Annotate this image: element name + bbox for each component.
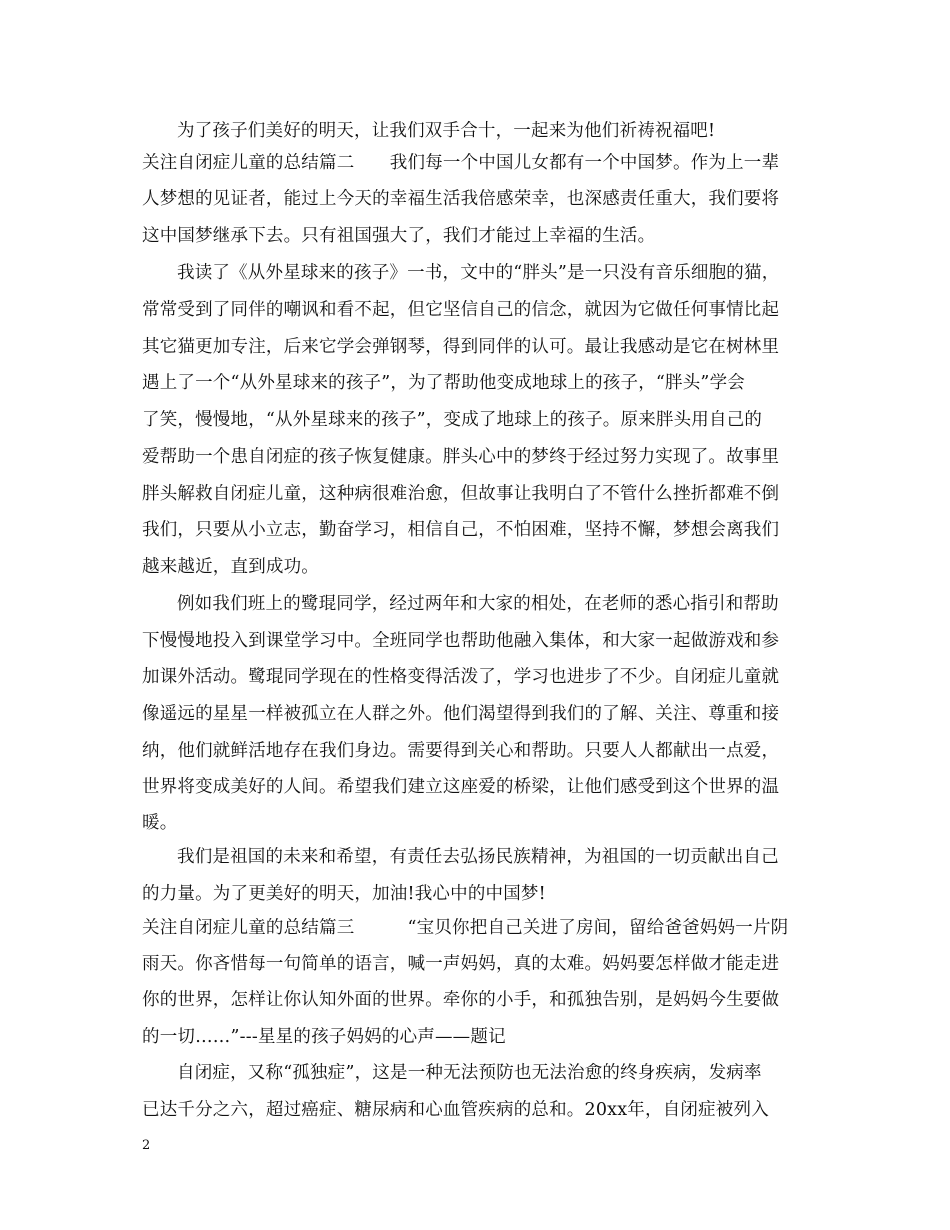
text-line: 已达千分之六，超过癌症、糖尿病和心血管疾病的总和。20xx年，自闭症被列入 (142, 1100, 769, 1120)
text-line: 其它猫更加专注，后来它学会弹钢琴，得到同伴的认可。最让我感动是它在树林里 (142, 337, 780, 357)
text-line: 的力量。为了更美好的明天，加油!我心中的中国梦! (142, 884, 546, 904)
text-line: 胖头解救自闭症儿童，这种病很难治愈，但故事让我明白了不管什么挫折都难不倒 (142, 484, 780, 504)
text-line: 为了孩子们美好的明天，让我们双手合十，一起来为他们祈祷祝福吧! (177, 121, 716, 141)
text-line: 像遥远的星星一样被孤立在人群之外。他们渴望得到我们的了解、关注、尊重和接 (142, 704, 780, 724)
page-number: 2 (142, 1138, 151, 1153)
text-line: 的一切……”---星星的孩子妈妈的心声——题记 (142, 1027, 506, 1047)
text-line: 人梦想的见证者，能过上今天的幸福生活我倍感荣幸，也深感责任重大，我们要将 (142, 189, 780, 209)
text-line: 了笑，慢慢地，“从外星球来的孩子”，变成了地球上的孩子。原来胖头用自己的 (142, 410, 763, 430)
text-line: 常常受到了同伴的嘲讽和看不起，但它坚信自己的信念，就因为它做任何事情比起 (142, 300, 780, 320)
text-line: 我们，只要从小立志，勤奋学习，相信自己，不怕困难，坚持不懈，梦想会离我们 (142, 520, 780, 540)
text-line: 你的世界，怎样让你认知外面的世界。牵你的小手，和孤独告别，是妈妈今生要做 (142, 990, 780, 1010)
text-line: 我读了《从外星球来的孩子》一书，文中的“胖头”是一只没有音乐细胞的猫， (177, 263, 780, 283)
text-line: 暖。 (142, 813, 178, 833)
text-line: 遇上了一个“从外星球来的孩子”，为了帮助他变成地球上的孩子，“胖头”学会 (142, 373, 745, 393)
text-line: 自闭症，又称“孤独症”，这是一种无法预防也无法治愈的终身疾病，发病率 (177, 1063, 762, 1083)
section-heading-line: 关注自闭症儿童的总结篇三 “宝贝你把自己关进了房间，留给爸爸妈妈一片阴 (142, 918, 789, 938)
text-line: 例如我们班上的鹭琨同学，经过两年和大家的相处，在老师的悉心指引和帮助 (177, 594, 779, 614)
text-line: 爱帮助一个患自闭症的孩子恢复健康。胖头心中的梦终于经过努力实现了。故事里 (142, 447, 780, 467)
text-line: 下慢慢地投入到课堂学习中。全班同学也帮助他融入集体，和大家一起做游戏和参 (142, 631, 780, 651)
text-line: 世界将变成美好的人间。希望我们建立这座爱的桥梁，让他们感受到这个世界的温 (142, 777, 780, 797)
text-line: 纳，他们就鲜活地存在我们身边。需要得到关心和帮助。只要人人都献出一点爱， (142, 741, 780, 761)
text-line: 这中国梦继承下去。只有祖国强大了，我们才能过上幸福的生活。 (142, 226, 656, 246)
text-line: 雨天。你吝惜每一句简单的语言，喊一声妈妈，真的太难。妈妈要怎样做才能走进 (142, 954, 780, 974)
text-line: 我们是祖国的未来和希望，有责任去弘扬民族精神，为祖国的一切贡献出自己 (177, 847, 779, 867)
section-heading-line: 关注自闭症儿童的总结篇二 我们每一个中国儿女都有一个中国梦。作为上一辈 (142, 153, 780, 173)
text-line: 越来越近，直到成功。 (142, 557, 319, 577)
text-line: 加课外活动。鹭琨同学现在的性格变得活泼了，学习也进步了不少。自闭症儿童就 (142, 667, 780, 687)
